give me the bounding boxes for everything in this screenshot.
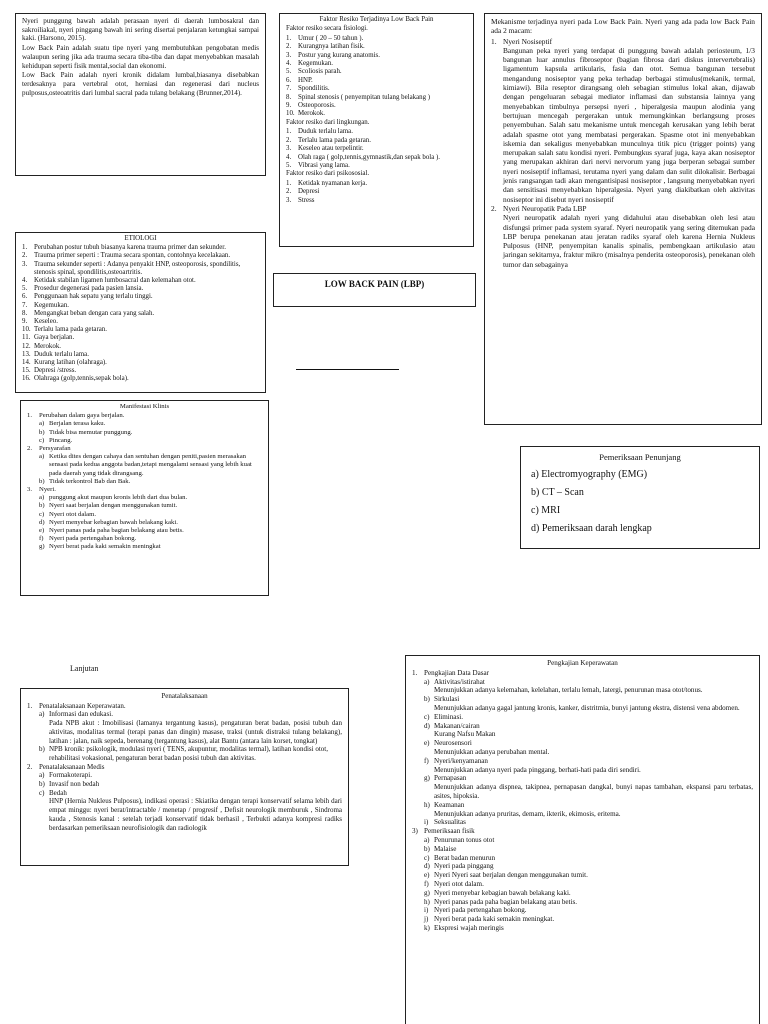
item-letter: g)	[39, 543, 45, 551]
item-number: 1.	[27, 701, 33, 710]
item-letter: a)	[424, 835, 430, 844]
manifestation-item	[39, 420, 262, 428]
center-topic-title: LOW BACK PAIN (LBP)	[324, 279, 425, 289]
item-number: 2.	[27, 762, 33, 771]
manifestation-sub-list	[27, 453, 262, 486]
item-letter: a)	[39, 453, 45, 461]
section-heading	[27, 763, 342, 772]
mechanism-intro: Mekanisme terjadinya nyeri pada Low Back Pain. Nyeri yang ada pada low Back Pain ada 2 macam:	[491, 17, 755, 36]
item-text: Menunjukkan adanya pruritas, demam, ikterik, ekimosis, eritema.	[434, 809, 621, 818]
item-number: 3.	[286, 196, 292, 204]
item-label: Nyeri Nyeri saat berjalan dengan menggunakan tumit.	[434, 871, 588, 880]
assessment-item	[412, 722, 753, 731]
continued-label: Lanjutan	[70, 664, 99, 673]
item-letter: c)	[39, 436, 45, 444]
item-text: Duduk terlalu lama.	[298, 128, 353, 136]
item-text: punggung akut maupun kronis lebih dari dua bulan.	[49, 494, 188, 502]
management-item	[27, 745, 342, 762]
item-number: 11.	[22, 334, 31, 342]
item-letter: f)	[39, 535, 44, 543]
item-number: 15.	[22, 367, 31, 375]
etiology-item	[22, 334, 259, 342]
item-number: 1.	[22, 244, 28, 252]
definition-paragraph: Nyeri punggung bawah adalah perasaan nyeri di daerah lumbosakral dan sakroiliakal, nyeri pinggang bawah ini sering disertai penjalaran ketungkai sampai kaki. (Harsono, 2015).	[22, 17, 259, 43]
risk-psycho-list	[286, 180, 467, 205]
item-text: Penggunaan hak sepatu yang terlalu tinggi.	[34, 293, 153, 301]
item-number: 4.	[286, 60, 292, 68]
assessment-item	[412, 836, 753, 845]
item-label: Nyeri pada pinggang	[434, 862, 494, 871]
management-title: Penatalaksanaan	[161, 692, 208, 700]
item-number: 2.	[286, 136, 292, 144]
item-text: Trauma primer seperti : Trauma secara spontan, contohnya kecelakaan.	[34, 252, 231, 260]
manifestation-item	[39, 519, 262, 527]
item-text: Nyeri saat berjalan dengan menggunakan tumit.	[49, 502, 178, 510]
item-number: 3)	[412, 827, 418, 836]
item-label: Nyeri pada pertengahan bokong.	[434, 906, 527, 915]
item-letter: f)	[424, 879, 429, 888]
etiology-list	[22, 244, 259, 383]
risk-factor-item	[286, 35, 467, 43]
risk-factor-item	[286, 145, 467, 153]
risk-factor-item	[286, 154, 467, 162]
item-text: Stress	[298, 196, 315, 204]
item-letter: i)	[424, 818, 429, 827]
item-number: 8.	[22, 309, 28, 317]
support-exam-item: a) Electromyography (EMG)	[531, 469, 648, 480]
item-text: Perubahan postur tubuh biasanya karena trauma primer dan sekunder.	[34, 244, 226, 252]
item-number: 2.	[27, 445, 33, 453]
item-number: 2.	[22, 252, 28, 260]
item-text: Tidak terkontrol Bab dan Bak.	[49, 477, 131, 485]
item-text: Gaya berjalan.	[34, 334, 75, 342]
item-letter: b)	[424, 844, 430, 853]
item-letter: j)	[424, 915, 429, 924]
mechanism-item-text: Bangunan peka nyeri yang terdapat di punggung bawah adalah periosteum, 1/3 bangunan luar annulus fibroseptor (bagian fibrosa dari diskus intervertebralis) ligamentum kapsula artikularis, fasia dan otot. Semua bangunan tersebut mengandung nosiseptor yang peka terhadap berbagai stimulus(mekanik, termal, kimiawi). Bila reseptor dirangsang oleh sebagian stimulus lokal akan, dijawab dengan pengeluaran sebagai mediator inflamasi dan substansia lainnya yang menyebabkan timbulnya persepsi nyeri , hiperalgesia maupun alodinia yang bertujuan mencegah pergerakan untuk memungkinkan berlangsung proses penyembuhan. Salah satu mekanisme untuk mencegah kerusakan yang lebih berat adalah spasme otot yang membatasi pergerakan. Spasme otot ini menyebabkan iskemia dan sekaligus menyebabkan munculnya titik picu (trigger points) yang merupakan salah satu kondisi nyeri. Pembungkus syaraf juga, kaya akan nosiseptor yang merupakan akhiran dari nervi nervorum yang juga berperan sebagai sumber nyeri nosiseptif inflamasi, terutama nyeri yang dalam dan sulit dilokalisir. Berbagai jenis rangsangan tadi akan mengantisipasi nosiseptor , langsung menyebabkan nyeri dan sensitisasi menyebabkan hiperalgesia. Nyeri yang diakibatkan oleh aktivitas nosiseptor ini disebut nyeri nosiseptif	[503, 45, 755, 204]
item-text: Kegemukan.	[34, 301, 70, 309]
item-number: 2.	[286, 43, 292, 51]
item-number: 2.	[491, 203, 497, 213]
management-item	[27, 780, 342, 789]
item-label: Malaise	[434, 844, 457, 853]
item-number: 5.	[22, 285, 28, 293]
risk-factor-item	[286, 52, 467, 60]
item-number: 14.	[22, 359, 31, 367]
item-letter: b)	[424, 695, 430, 704]
item-letter: k)	[424, 923, 430, 932]
item-text: Duduk terlalu lama.	[34, 350, 89, 358]
section-heading	[27, 702, 342, 711]
assessment-item	[412, 713, 753, 722]
assessment-item	[412, 862, 753, 871]
item-number: 10.	[22, 326, 31, 334]
support-exams-title: Pemeriksaan Penunjang	[599, 452, 681, 462]
item-letter: g)	[424, 888, 430, 897]
management-box	[20, 688, 349, 866]
item-text: Menunjukkan adanya nyeri pada pinggang, berhati-hati pada diri sendiri.	[434, 765, 641, 774]
item-text: Menunjukkan adanya dispnea, takipnea, pernapasan dangkal, bunyi napas tambahan, ekspansi paru terbatas, asites, hipoksia.	[434, 783, 753, 800]
item-text: Postur yang kurang anatomis.	[298, 51, 380, 59]
item-letter: e)	[424, 739, 430, 748]
item-text: Ketidak nyamanan kerja.	[298, 179, 368, 187]
item-label: Aktivitas/istirahat	[434, 677, 485, 686]
item-label: NPB kronik: psikologik, modulasi nyeri ( TENS, akupuntur, modalitas termal), latihan kondisi otot, rehabilitasi vokasional, pengaturan berat badan posisi tubuh dan aktivitas.	[49, 745, 328, 762]
item-text: Trauma sekunder seperti : Adanya penyakit HNP, osteoporosis, spondilitis, stenosis spinal, spondilitis,osteoartritis.	[34, 260, 241, 276]
item-letter: b)	[39, 745, 45, 754]
etiology-item	[22, 293, 259, 301]
risk-factor-item	[286, 162, 467, 170]
mechanism-item-title: Nyeri Neuropatik Pada LBP	[503, 203, 587, 213]
section-label: Penatalaksanaan Medis	[39, 762, 105, 771]
etiology-box	[15, 232, 266, 393]
risk-factor-item	[286, 68, 467, 76]
manifestation-list	[27, 412, 262, 551]
item-number: 3.	[22, 260, 28, 268]
item-text: Olahraga (golp,tennis,sepak bola).	[34, 375, 129, 383]
connector-line	[296, 369, 399, 370]
item-text: Scoliosis parah.	[298, 68, 342, 76]
etiology-item	[22, 343, 259, 351]
assessment-item	[412, 889, 753, 898]
etiology-item	[22, 367, 259, 375]
item-text: Vibrasi yang lama.	[298, 161, 350, 169]
item-label: Berat badan menurun	[434, 853, 496, 862]
item-letter: a)	[424, 677, 430, 686]
item-number: 4.	[286, 153, 292, 161]
manifestation-group-label: Persyarafan	[39, 445, 71, 453]
item-text: Kurang Nafsu Makan	[434, 730, 496, 739]
item-letter: a)	[39, 771, 45, 780]
item-text: Depresi	[298, 188, 320, 196]
risk-factors-box	[279, 13, 474, 247]
support-exam-item: b) CT – Scan	[531, 487, 584, 498]
item-letter: b)	[39, 477, 45, 485]
item-number: 6.	[286, 76, 292, 84]
item-text: Nyeri berat pada kaki semakin meningkat	[49, 543, 161, 551]
item-label: Informasi dan edukasi.	[49, 710, 113, 719]
section-heading	[412, 827, 753, 836]
assessment-item	[412, 678, 753, 687]
item-letter: f)	[424, 756, 429, 765]
item-label: Formakoterapi.	[49, 771, 92, 780]
management-item	[27, 789, 342, 798]
assessment-item	[412, 757, 753, 766]
mechanism-list	[491, 37, 755, 269]
item-label: Nyeri/kenyamanan	[434, 756, 488, 765]
item-label: Eliminasi.	[434, 712, 463, 721]
item-number: 13.	[22, 350, 31, 358]
definition-box	[15, 13, 266, 176]
manifestation-sub-list	[27, 494, 262, 551]
item-number: 12.	[22, 342, 31, 350]
risk-factor-item	[286, 60, 467, 68]
item-number: 2.	[286, 188, 292, 196]
item-label: Nyeri menyebar kebagian bawah belakang kaki.	[434, 888, 571, 897]
item-number: 1.	[286, 128, 292, 136]
manifestation-item	[39, 502, 262, 510]
mechanism-item	[491, 204, 755, 213]
item-number: 9.	[22, 318, 28, 326]
item-label: Penurunan tonus otot	[434, 835, 495, 844]
item-label: Seksualitas	[434, 818, 466, 827]
item-letter: h)	[424, 800, 430, 809]
item-number: 16.	[22, 375, 31, 383]
item-label: Ekspresi wajah meringis	[434, 923, 504, 932]
item-letter: c)	[39, 510, 45, 518]
item-text: Ketidak stabilan ligamen lumbosacral dan kelemahan otot.	[34, 277, 196, 285]
manifestation-item	[39, 437, 262, 445]
definition-paragraph: Low Back Pain adalah nyeri kronik didalam lumbal,biasanya disebabkan terdesaknya para vertebral otot, herniasi dan regenerasi dari nucleus pulposus,osteoatritis dari lumbal sacral pada tulang belakang (Brunner,2014).	[22, 71, 259, 97]
etiology-item	[22, 244, 259, 252]
assessment-item	[412, 915, 753, 924]
center-topic-box	[273, 273, 476, 307]
item-number: 7.	[22, 301, 28, 309]
support-exams-box	[520, 446, 760, 549]
item-text: Spondilitis.	[298, 85, 330, 93]
item-letter: b)	[39, 428, 45, 436]
item-number: 1.	[286, 34, 292, 42]
item-text: Merokok.	[34, 342, 61, 350]
item-text: Kurangnya latihan fisik.	[298, 43, 365, 51]
item-text: Kegemukan.	[298, 60, 334, 68]
mechanism-box	[484, 13, 762, 425]
etiology-item	[22, 252, 259, 260]
item-number: 9.	[286, 102, 292, 110]
mechanism-item-text: Nyeri neuropatik adalah nyeri yang didahului atau disebabkan oleh lesi atau disfungsi primer pada system syaraf. Nyeri neuropatik yang sering ditemukan pada LBP berupa penekanan atau jeratan radiks syaraf oleh karena Hernia Nukleus Pulposus (HNP, penyempitan kanalis spinalis, pembengkaan artikulasio atau jaringan sekitarnya, fraktur mikro (misalnya penderita osteoporosis), penekanan oleh tumor dan sebagainya	[503, 213, 755, 269]
etiology-item	[22, 277, 259, 285]
item-number: 1.	[412, 668, 418, 677]
assessment-title: Pengkajian Keperawatan	[547, 659, 618, 667]
item-text: Nyeri menyebar kebagian bawah belakang kaki.	[49, 518, 178, 526]
item-label: Nyeri berat pada kaki semakin meningkat.	[434, 915, 555, 924]
etiology-item	[22, 351, 259, 359]
item-text: HNP.	[298, 76, 313, 84]
item-label: Nyeri otot dalam.	[434, 879, 484, 888]
item-letter: c)	[424, 712, 430, 721]
item-number: 10.	[286, 110, 295, 118]
assessment-item	[412, 774, 753, 783]
item-text: Pada NPB akut : Imobilisasi (lamanya tergantung kasus), pengaturan berat badan, posisi tubuh dan aktivitas, modalitas termal (terapi panas dan dingin) masase, traksi (untuk distraksi tulang belakang), latihan : jalan, naik sepeda, berenang (tergantung kasus), alat Bantu (antara lain korset, tongkat)	[49, 719, 342, 745]
etiology-item	[22, 375, 259, 383]
section-heading	[412, 669, 753, 678]
etiology-item	[22, 285, 259, 293]
manifestation-title: Manifestasi Klinis	[119, 403, 170, 410]
manifestation-item	[39, 429, 262, 437]
item-letter: b)	[39, 502, 45, 510]
item-letter: a)	[39, 420, 45, 428]
item-number: 1.	[286, 179, 292, 187]
manifestation-item	[39, 478, 262, 486]
assessment-item	[412, 695, 753, 704]
item-text: Nyeri pada pertengahan bokong.	[49, 535, 137, 543]
item-letter: d)	[39, 518, 45, 526]
manifestation-item	[39, 543, 262, 551]
item-text: Nyeri otot dalam.	[49, 510, 96, 518]
manifestation-item	[39, 453, 262, 478]
assessment-item	[412, 739, 753, 748]
risk-factor-item	[286, 137, 467, 145]
mechanism-item-title: Nyeri Nosiseptif	[503, 36, 553, 46]
item-letter: e)	[424, 871, 430, 880]
item-letter: c)	[39, 788, 45, 797]
item-text: Menunjukkan adanya perubahan mental.	[434, 747, 550, 756]
item-text: Depresi /stress.	[34, 367, 77, 375]
assessment-item	[412, 845, 753, 854]
item-label: Bedah	[49, 788, 67, 797]
item-number: 3.	[27, 486, 33, 494]
item-number: 5.	[286, 161, 292, 169]
item-label: Invasif non bedah	[49, 780, 100, 789]
item-text: Kurang latihan (olahraga).	[34, 359, 107, 367]
item-number: 5.	[286, 68, 292, 76]
item-letter: b)	[39, 780, 45, 789]
assessment-item	[412, 854, 753, 863]
assessment-item	[412, 898, 753, 907]
risk-work-list	[286, 128, 467, 170]
risk-factor-item	[286, 94, 467, 102]
risk-factor-item	[286, 110, 467, 118]
manifestation-group	[27, 445, 262, 453]
risk-factors-title: Faktor Resiko Terjadinya Low Back Pain	[319, 16, 434, 23]
item-text: HNP (Hernia Nukleus Pulposus), indikasi operasi : Skiatika dengan terapi konservatif selama lebih dari empat minggu: nyeri berat/intractable / menetap / progresif , Defisit neurologik memburuk , Sindroma kauda , Stenosis kanal : setelah terjadi konservatif tidak berhasil , Terbukti adanya kompresi radiks berdasarkan pemeriksaan neurofisiologik dan radiologik	[49, 797, 342, 832]
etiology-title: ETIOLOGI	[124, 235, 157, 242]
item-number: 7.	[286, 85, 292, 93]
assessment-box	[405, 655, 760, 1024]
item-text: Terlalu lama pada getaran.	[34, 326, 107, 334]
item-text: Umur ( 20 – 50 tahun ).	[298, 34, 364, 42]
risk-factor-item	[286, 128, 467, 136]
item-label: Neurosensori	[434, 739, 472, 748]
section-label: Pemeriksaan fisik	[424, 827, 475, 836]
item-text: Ketika dites dengan cahaya dan sentuhan dengan peniti,pasien merasakan sensasi pada kedua anggota badan,tetapi mengalami sensasi yang lebih kuat pada daerah yang tidak dirangsang.	[49, 453, 252, 477]
item-text: Keseleo.	[34, 318, 58, 326]
item-number: 1.	[491, 36, 497, 46]
risk-factor-item	[286, 77, 467, 85]
item-text: Berjalan terasa kaku.	[49, 420, 106, 428]
mechanism-item	[491, 37, 755, 46]
manifestation-box	[20, 400, 269, 596]
item-text: Mengangkat beban dengan cara yang salah.	[34, 309, 155, 317]
item-text: Keseleo atau terpelintir.	[298, 145, 364, 153]
etiology-item	[22, 302, 259, 310]
etiology-item	[22, 359, 259, 367]
management-item	[27, 710, 342, 719]
item-label: Keamanan	[434, 800, 465, 809]
item-label: Nyeri panas pada paha bagian belakang atau betis.	[434, 897, 577, 906]
item-label: Pernapasan	[434, 774, 467, 783]
management-list	[27, 702, 342, 833]
risk-work-heading: Faktor resiko dari lingkungan.	[286, 118, 370, 126]
item-letter: c)	[424, 853, 430, 862]
manifestation-group	[27, 486, 262, 494]
item-letter: d)	[424, 721, 430, 730]
management-item	[27, 771, 342, 780]
section-label: Penatalaksanaan Keperawatan.	[39, 701, 126, 710]
risk-factor-item	[286, 197, 467, 205]
manifestation-item	[39, 511, 262, 519]
manifestation-item	[39, 494, 262, 502]
item-number: 3.	[286, 145, 292, 153]
support-exam-item: c) MRI	[531, 505, 561, 516]
item-number: 4.	[22, 277, 28, 285]
manifestation-sub-list	[27, 420, 262, 445]
item-letter: g)	[424, 774, 430, 783]
risk-factor-item	[286, 85, 467, 93]
assessment-list	[412, 669, 753, 933]
item-text: Prosedur degenerasi pada pasien lansia.	[34, 285, 144, 293]
etiology-item	[22, 261, 259, 277]
item-letter: a)	[39, 710, 45, 719]
assessment-item	[412, 801, 753, 810]
item-letter: a)	[39, 494, 45, 502]
item-label: Makanan/cairan	[434, 721, 480, 730]
etiology-item	[22, 310, 259, 318]
item-number: 8.	[286, 93, 292, 101]
item-number: 1.	[27, 412, 33, 420]
item-text: Nyeri panas pada paha bagian belakang atau betis.	[49, 527, 184, 535]
item-number: 6.	[22, 293, 28, 301]
manifestation-group-label: Nyeri.	[39, 486, 56, 494]
manifestation-group	[27, 412, 262, 420]
manifestation-item	[39, 535, 262, 543]
item-text: Tidak bisa memutar punggung.	[49, 428, 133, 436]
etiology-item	[22, 326, 259, 334]
item-number: 3.	[286, 51, 292, 59]
risk-factor-item	[286, 188, 467, 196]
assessment-item	[412, 906, 753, 915]
item-text: Spinal stenosis ( penyempitan tulang belakang )	[298, 93, 431, 101]
definition-paragraph: Low Back Pain adalah suatu tipe nyeri yang membutuhkan pengobatan medis walaupun sering jika ada trauma secara tiba-tiba dan dapat menyebabkan masalah kehidupan seperti fisik mental,social dan ekonomi.	[22, 44, 259, 70]
assessment-item	[412, 871, 753, 880]
item-text: Terlalu lama pada getaran.	[298, 136, 371, 144]
section-label: Pengkajian Data Dasar	[424, 668, 490, 677]
risk-factor-item	[286, 43, 467, 51]
item-text: Merokok.	[298, 110, 325, 118]
item-text: Osteoporosis.	[298, 102, 336, 110]
item-letter: i)	[424, 906, 429, 915]
item-label: Sirkulasi	[434, 695, 460, 704]
risk-physio-heading: Faktor resiko secara fisiologi.	[286, 25, 368, 33]
manifestation-group-label: Perubahan dalam gaya berjalan.	[39, 412, 125, 420]
item-letter: e)	[39, 527, 45, 535]
assessment-item	[412, 818, 753, 827]
item-letter: h)	[424, 897, 430, 906]
risk-physio-list	[286, 35, 467, 119]
risk-psycho-heading: Faktor resiko dari psikososial.	[286, 170, 370, 178]
assessment-item	[412, 880, 753, 889]
item-text: Menunjukkan adanya kelemahan, kelelahan, terlalu lemah, latergi, penurunan masa otot/tonus.	[434, 686, 703, 695]
item-letter: d)	[424, 862, 430, 871]
manifestation-item	[39, 527, 262, 535]
assessment-item	[412, 924, 753, 933]
support-exam-item: d) Pemeriksaan darah lengkap	[531, 523, 652, 534]
item-text: Menunjukkan adanya gagal jantung kronis, kanker, distritmia, bunyi jantung ekstra, distensi vena abdomen.	[434, 703, 740, 712]
item-text: Olah raga ( golp,tennis,gymnastik,dan sepak bola ).	[298, 153, 440, 161]
etiology-item	[22, 318, 259, 326]
risk-factor-item	[286, 102, 467, 110]
risk-factor-item	[286, 180, 467, 188]
item-text: Pincang.	[49, 436, 73, 444]
